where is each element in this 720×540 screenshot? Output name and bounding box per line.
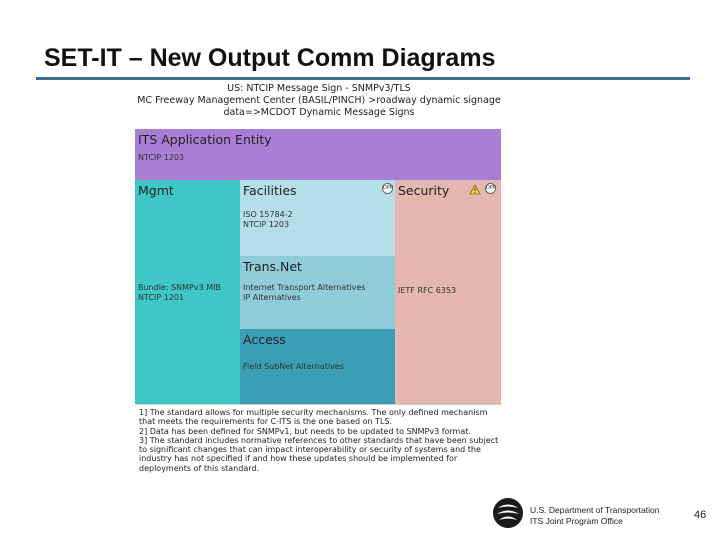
diagram-header-line: data=>MCDOT Dynamic Message Signs [223,107,415,118]
security-block [395,180,501,404]
mgmt-standard: NTCIP 1201 [138,293,185,302]
access-standard: Field SubNet Alternatives [243,362,344,371]
usdot-logo-icon [492,497,524,529]
title-divider [36,77,690,80]
footnote-line: that meets the requirements for C-ITS is the one based on TLS. [139,417,393,427]
diagram-header-line: US: NTCIP Message Sign - SNMPv3/TLS [227,83,411,94]
footnote-line: to significant changes that can impact interoperability or security of systems and the [139,445,481,455]
security-standard: IETF RFC 6353 [398,286,457,295]
its-application-entity-block [135,129,501,180]
diagram-header-line: MC Freeway Management Center (BASIL/PINCH) >roadway dynamic signage [137,95,501,106]
mgmt-standard: Bundle: SNMPv3 MIB [138,283,221,292]
transnet-standard: Internet Transport Alternatives [243,283,366,292]
footnote-line: 3] The standard includes normative references to other standards that have been subject [139,435,499,445]
footer-organization [530,505,659,527]
access-title: Access [243,332,286,347]
footnotes [136,404,502,487]
footer-org-line: ITS Joint Program Office [530,516,623,526]
mgmt-title: Mgmt [138,183,174,198]
transnet-standard: IP Alternatives [243,293,301,302]
footnote-line: industry has not specified if and how these updates should be implemented for [139,454,458,464]
security-title: Security [398,183,450,198]
facilities-standard: ISO 15784-2 [243,210,293,219]
access-block [240,329,395,404]
facilities-title: Facilities [243,183,297,198]
footnote-line: 1] The standard allows for multiple security mechanisms. The only defined mechanism [139,408,488,417]
dpp-badge-icon: DPP [382,183,393,194]
page-number: 46 [694,509,707,521]
its-application-standard: NTCIP 1203 [138,153,185,162]
its-application-title: ITS Application Entity [138,132,272,147]
warning-icon [469,184,481,195]
footnote-line: deployments of this standard. [139,463,259,473]
footer-org-line: U.S. Department of Transportation [530,505,660,515]
facilities-standard: NTCIP 1203 [243,220,290,229]
slide-title: SET-IT – New Output Comm Diagrams [44,44,496,72]
transnet-block [240,256,395,329]
footnote-line: 2] Data has been defined for SNMPv1, but needs to be updated to SNMPv3 format. [139,426,471,436]
diagram-header [136,83,502,119]
dpp-badge-icon: DPP [485,183,496,194]
facilities-block [240,180,395,256]
transnet-title: Trans.Net [243,259,302,274]
mgmt-block [135,180,240,404]
